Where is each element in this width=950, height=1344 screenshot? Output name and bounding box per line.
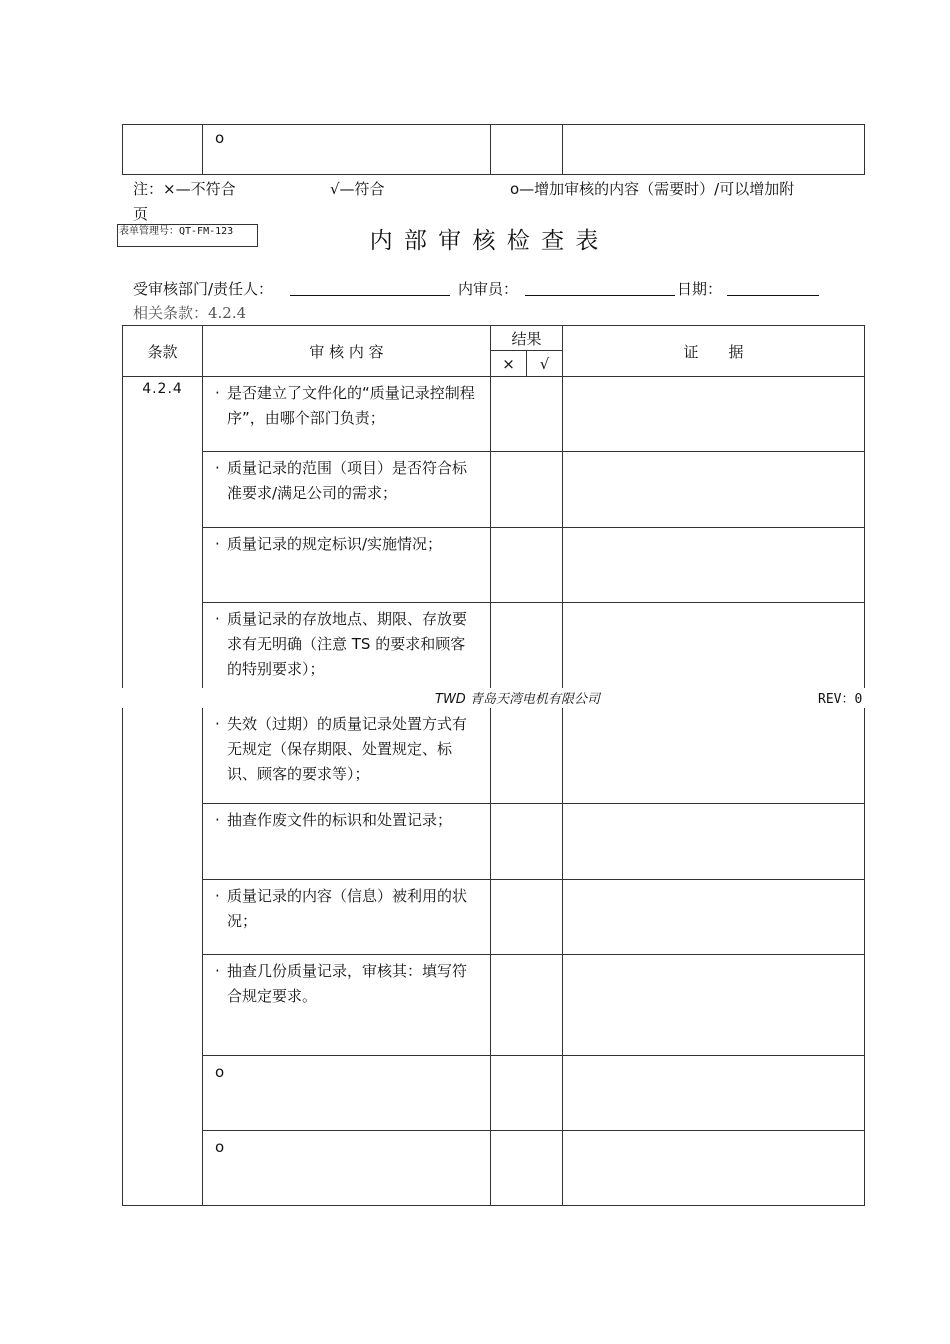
result-cell[interactable] xyxy=(491,528,563,603)
clause-number: 4.2.4 xyxy=(142,381,183,397)
evidence-cell[interactable] xyxy=(563,880,865,955)
audit-item: 质量记录的存放地点、期限、存放要求有无明确（注意 TS 的要求和顾客的特别要求）； xyxy=(227,610,468,678)
auditor-label: 内审员： xyxy=(458,280,519,298)
table-row: · 抽查作废文件的标识和处置记录； xyxy=(123,804,865,880)
legend-note-check: √—符合 xyxy=(330,180,385,198)
additional-item-marker: o xyxy=(215,1063,225,1081)
footer-company: TWD 青岛天湾电机有限公司 xyxy=(435,692,600,707)
evidence-cell[interactable] xyxy=(563,804,865,880)
table-row xyxy=(123,1131,865,1206)
additional-item-marker: o xyxy=(215,1138,225,1156)
table-row xyxy=(123,1056,865,1131)
header-result: 结果 xyxy=(491,326,563,351)
result-cell[interactable] xyxy=(491,452,563,528)
date-field[interactable] xyxy=(727,295,819,296)
audit-item: 失效（过期）的质量记录处置方式有无规定（保存期限、处置规定、标识、顾客的要求等）； xyxy=(227,715,468,783)
form-code-box: 表单管理号：QT-FM-123 xyxy=(117,224,258,247)
legend-note-line2: 页 xyxy=(133,205,149,223)
table-row: · 质量记录的规定标识/实施情况； xyxy=(123,528,865,603)
header-content: 审 核 内 容 xyxy=(203,326,491,377)
table-row: · 质量记录的内容（信息）被利用的状况； xyxy=(123,880,865,955)
footer-revision: REV：0 xyxy=(818,692,863,707)
legend-note-cross: 注：×—不符合 xyxy=(133,180,236,198)
result-cell[interactable] xyxy=(491,955,563,1056)
clause-cell xyxy=(123,377,203,1206)
audit-item: 抽查作废文件的标识和处置记录； xyxy=(227,811,453,829)
header-result-x: × xyxy=(491,351,527,377)
table-row: · 抽查几份质量记录，审核其：填写符合规定要求。 xyxy=(123,955,865,1056)
legend-note-circle: o—增加审核的内容（需要时）/可以增加附 xyxy=(510,180,795,198)
top-row-table xyxy=(122,124,865,175)
evidence-cell[interactable] xyxy=(563,377,865,452)
audit-item: 质量记录的范围（项目）是否符合标准要求/满足公司的需求； xyxy=(227,459,468,502)
header-clause: 条款 xyxy=(123,326,203,377)
date-label: 日期： xyxy=(677,280,723,298)
header-evidence: 证 据 xyxy=(563,326,865,377)
result-cell[interactable] xyxy=(491,1056,563,1131)
page-title: 内 部 审 核 检 查 表 xyxy=(369,228,601,254)
audit-item: 质量记录的内容（信息）被利用的状况； xyxy=(227,887,468,930)
clause-reference: 相关条款：4.2.4 xyxy=(133,304,247,322)
dept-field[interactable] xyxy=(290,295,450,296)
header-result-check: √ xyxy=(527,351,563,377)
evidence-cell[interactable] xyxy=(563,1056,865,1131)
table-row: · 质量记录的存放地点、期限、存放要求有无明确（注意 TS 的要求和顾客的特别要求）； · 失效（过期）的质量记录处置方式有无规定（保存期限、处置规定、标识、顾客的要求等）； xyxy=(123,603,865,804)
audit-item: 抽查几份质量记录，审核其：填写符合规定要求。 xyxy=(227,962,468,1005)
result-cell[interactable] xyxy=(491,804,563,880)
audit-item: 质量记录的规定标识/实施情况； xyxy=(227,535,443,553)
checklist-table xyxy=(122,325,865,1206)
dept-label: 受审核部门/责任人： xyxy=(133,280,274,298)
result-cell[interactable] xyxy=(491,880,563,955)
top-row-marker: o xyxy=(215,129,225,147)
evidence-cell[interactable] xyxy=(563,452,865,528)
evidence-cell[interactable] xyxy=(563,955,865,1056)
audit-item: 是否建立了文件化的“质量记录控制程序”，由哪个部门负责； xyxy=(227,384,475,427)
result-cell[interactable] xyxy=(491,377,563,452)
evidence-cell[interactable] xyxy=(563,1131,865,1206)
result-cell[interactable] xyxy=(491,1131,563,1206)
table-row: 4.2.4 · 是否建立了文件化的“质量记录控制程序”，由哪个部门负责； xyxy=(123,377,865,452)
table-row: · 质量记录的范围（项目）是否符合标准要求/满足公司的需求； xyxy=(123,452,865,528)
evidence-cell[interactable] xyxy=(563,528,865,603)
auditor-field[interactable] xyxy=(525,295,675,296)
